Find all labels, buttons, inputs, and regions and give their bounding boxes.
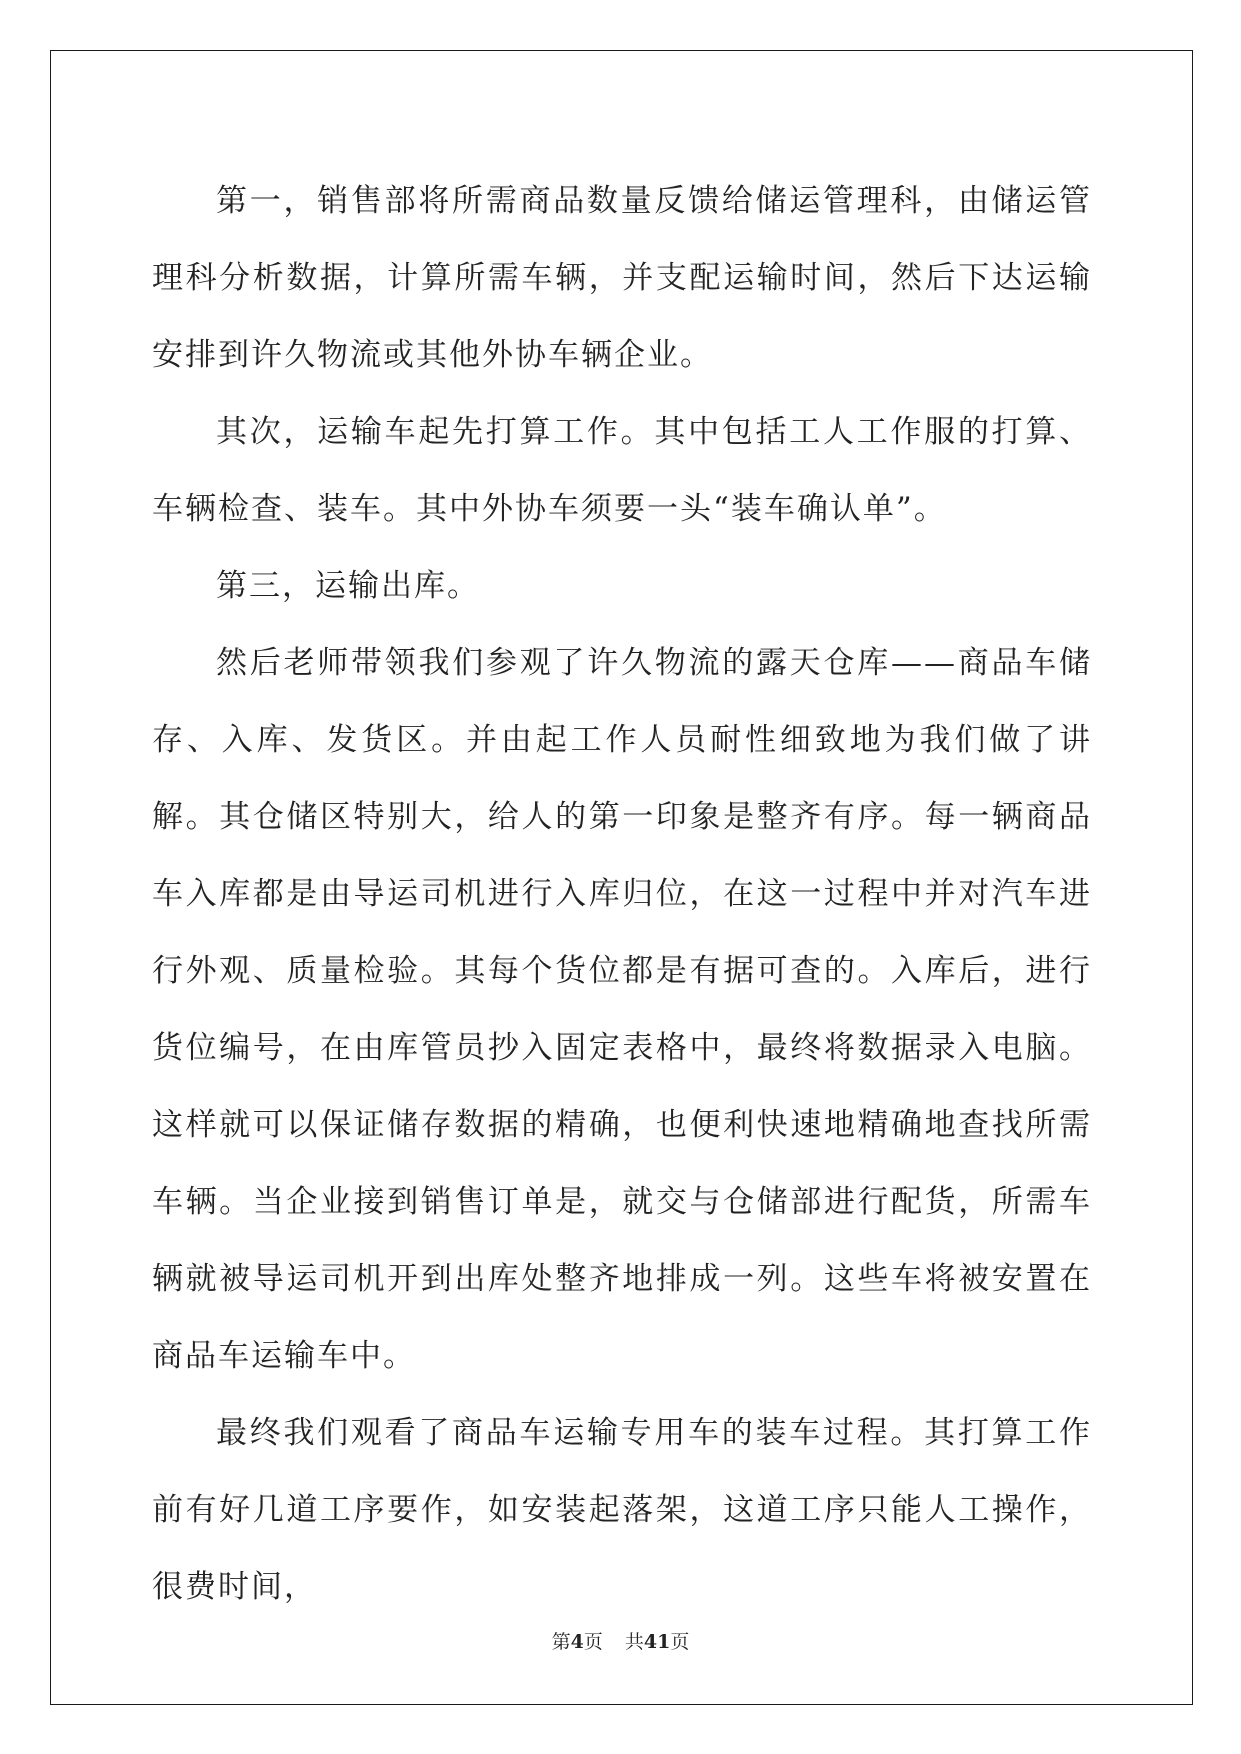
paragraph-5: 最终我们观看了商品车运输专用车的装车过程。其打算工作前有好几道工序要作，如安装起落架，这道工序只能人工操作，很费时间， — [152, 1415, 1092, 1605]
paragraph-2: 其次，运输车起先打算工作。其中包括工人工作服的打算、车辆检查、装车。其中外协车须要一头“装车确认单”。 — [152, 414, 1092, 527]
page-number: 4 — [570, 1631, 584, 1653]
page-suffix: 页 — [583, 1631, 603, 1653]
total-pages: 41 — [643, 1631, 671, 1653]
page-prefix: 第 — [551, 1631, 571, 1653]
paragraph-3: 第三，运输出库。 — [216, 568, 480, 604]
paragraph-4: 然后老师带领我们参观了许久物流的露天仓库——商品车储存、入库、发货区。并由起工作人员耐性细致地为我们做了讲解。其仓储区特别大，给人的第一印象是整齐有序。每一辆商品车入库都是由导运司机进行入库归位，在这一过程中并对汽车进行外观、质量检验。其每个货位都是有据可查的。入库后，进行货位编号，在由库管员抄入固定表格中，最终将数据录入电脑。这样就可以保证储存数据的精确，也便利快速地精确地查找所需车辆。当企业接到销售订单是，就交与仓储部进行配货，所需车辆就被导运司机开到出库处整齐地排成一列。这些车将被安置在商品车运输车中。 — [152, 645, 1092, 1374]
total-prefix: 共 — [624, 1631, 644, 1653]
paragraph-1: 第一，销售部将所需商品数量反馈给储运管理科，由储运管理科分析数据，计算所需车辆，并支配运输时间，然后下达运输安排到许久物流或其他外协车辆企业。 — [152, 183, 1092, 373]
total-suffix: 页 — [670, 1631, 690, 1653]
page-footer — [0, 1630, 1241, 1654]
document-body — [152, 163, 1092, 1626]
